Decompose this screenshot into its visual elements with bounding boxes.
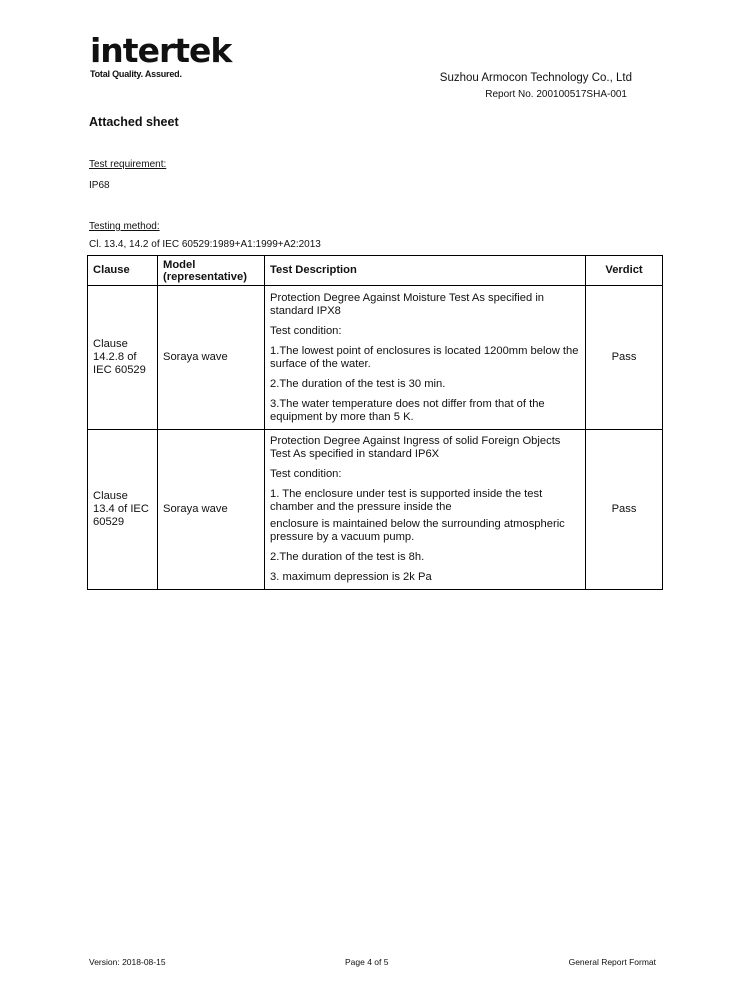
header-description: Test Description — [265, 256, 586, 286]
description-cell — [265, 286, 586, 430]
description-line: Test condition: — [270, 468, 342, 480]
table-row — [88, 286, 663, 430]
description-line: 3. maximum depression is 2k Pa — [270, 571, 432, 583]
description-line: Test condition: — [270, 324, 342, 337]
verdict-cell: Pass — [586, 430, 663, 590]
description-line: enclosure is maintained below the surrounding atmospheric pressure by a vacuum pump. — [270, 518, 565, 543]
test-results-table — [87, 255, 663, 590]
footer-page-number: Page 4 of 5 — [345, 957, 389, 967]
description-cell — [265, 430, 586, 590]
model-cell: Soraya wave — [158, 286, 265, 430]
intertek-logo — [90, 32, 230, 84]
description-line: 2.The duration of the test is 8h. — [270, 551, 425, 563]
verdict-cell: Pass — [586, 286, 663, 430]
table-header-row — [88, 256, 663, 286]
section-title: Attached sheet — [89, 115, 179, 129]
footer-version: Version: 2018-08-15 — [89, 957, 166, 967]
logo-wordmark: intertek — [90, 31, 232, 70]
table-row — [88, 430, 663, 590]
clause-cell: Clause 14.2.8 of IEC 60529 — [88, 286, 158, 430]
description-line: 1. The enclosure under test is supported inside the test chamber and the pressure inside the — [270, 488, 543, 513]
report-number: Report No. 200100517SHA-001 — [485, 89, 627, 100]
footer-format: General Report Format — [568, 957, 656, 967]
description-line: 2.The duration of the test is 30 min. — [270, 377, 446, 390]
description-title: Protection Degree Against Moisture Test As specified in standard IPX8 — [270, 291, 545, 317]
logo-tagline: Total Quality. Assured. — [90, 69, 182, 79]
description-line: 1.The lowest point of enclosures is located 1200mm below the surface of the water. — [270, 344, 579, 370]
company-name: Suzhou Armocon Technology Co., Ltd — [439, 72, 632, 84]
description-line: 3.The water temperature does not differ from that of the equipment by more than 5 K. — [270, 397, 545, 423]
header-clause: Clause — [88, 256, 158, 286]
testing-method-value: Cl. 13.4, 14.2 of IEC 60529:1989+A1:1999+A2:2013 — [89, 239, 321, 250]
testing-method-label: Testing method: — [89, 221, 160, 232]
model-cell: Soraya wave — [158, 430, 265, 590]
description-title: Protection Degree Against Ingress of solid Foreign Objects Test As specified in standard IP6X — [270, 435, 561, 460]
header-verdict: Verdict — [586, 256, 663, 286]
clause-cell: Clause 13.4 of IEC 60529 — [88, 430, 158, 590]
header-model: Model (representative) — [158, 256, 265, 286]
test-requirement-label: Test requirement: — [89, 159, 167, 170]
test-requirement-value: IP68 — [89, 180, 110, 191]
